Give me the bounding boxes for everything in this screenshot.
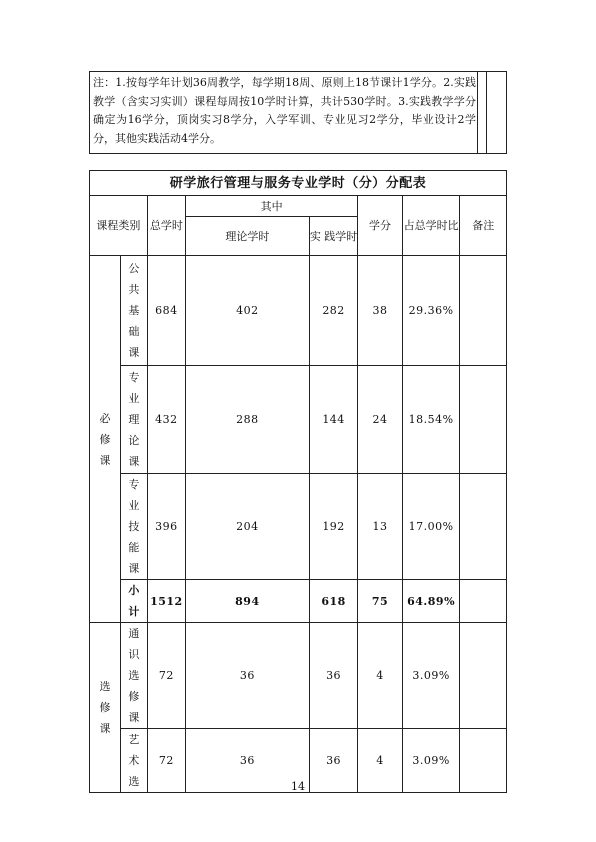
subcategory-label-char: 术: [128, 754, 140, 767]
subcategory-label-char: 通: [128, 627, 140, 640]
subcategory-label: [120, 580, 147, 623]
credits-cell: 38: [358, 256, 402, 366]
remark-cell: [460, 366, 507, 474]
credits-cell: 4: [358, 729, 402, 793]
theory-hours-cell: 402: [185, 256, 309, 366]
table-row: [90, 580, 507, 623]
remark-cell: [460, 474, 507, 580]
subcategory-label-char: 课: [128, 711, 140, 724]
theory-hours-cell: 894: [185, 580, 309, 623]
page-number: 14: [291, 780, 305, 793]
table-row: [90, 623, 507, 729]
total-hours-cell: 396: [147, 474, 185, 580]
practice-hours-cell: 192: [309, 474, 358, 580]
subcategory-label-char: 小: [128, 584, 140, 597]
table-row: [90, 256, 507, 366]
credits-cell: 4: [358, 623, 402, 729]
subcategory-label-char: 论: [128, 434, 140, 447]
subcategory-label-char: 专: [128, 478, 140, 491]
remark-cell: [460, 623, 507, 729]
hours-allocation-table: [89, 170, 507, 793]
subcategory-label: [120, 366, 147, 474]
header-course-type: 课程类别: [90, 196, 148, 256]
group-label-char: 修: [99, 701, 111, 714]
practice-hours-cell: 618: [309, 580, 358, 623]
remark-cell: [460, 256, 507, 366]
header-practice-hours: 实 践学时: [309, 217, 358, 256]
credits-cell: 24: [358, 366, 402, 474]
subcategory-label-char: 专: [128, 371, 140, 384]
total-hours-cell: 432: [147, 366, 185, 474]
subcategory-label-char: 计: [128, 605, 140, 618]
subcategory-label-char: 业: [128, 392, 140, 405]
ratio-cell: 3.09%: [402, 729, 460, 793]
group-label: [90, 256, 121, 623]
total-hours-cell: 72: [147, 729, 185, 793]
remark-cell: [460, 580, 507, 623]
practice-hours-cell: 36: [309, 729, 358, 793]
practice-hours-cell: 36: [309, 623, 358, 729]
header-theory-hours: 理论学时: [185, 217, 309, 256]
subcategory-label: [120, 623, 147, 729]
table-title: 研学旅行管理与服务专业学时（分）分配表: [90, 171, 507, 196]
notes-text: 注：1.按每学年计划36周教学，每学期18周、原则上18节课计1学分。2.实践教学（含实习实训）课程每周按10学时计算，共计530学时。3.实践教学学分确定为16学分，顶岗实习8学分，入学军训、专业见习2学分，毕业设计2学分，其他实践活动4学分。: [93, 76, 476, 145]
table-body: [90, 256, 507, 793]
subcategory-label-char: 选: [128, 669, 140, 682]
subcategory-label-char: 公: [128, 262, 140, 275]
subcategory-label-char: 能: [128, 541, 140, 554]
group-label-char: 选: [99, 680, 111, 693]
header-credits: 学分: [358, 196, 402, 256]
subcategory-label-char: 理: [128, 413, 140, 426]
header-of-which: 其中: [185, 196, 357, 217]
theory-hours-cell: 288: [185, 366, 309, 474]
notes-box: [89, 71, 507, 154]
group-label: [90, 623, 121, 793]
subcategory-label: [120, 474, 147, 580]
total-hours-cell: 72: [147, 623, 185, 729]
subcategory-label-char: 业: [128, 499, 140, 512]
subcategory-label-char: 共: [128, 283, 140, 296]
table-row: [90, 474, 507, 580]
subcategory-label-char: 选: [128, 775, 140, 788]
practice-hours-cell: 282: [309, 256, 358, 366]
subcategory-label-char: 课: [128, 562, 140, 575]
subcategory-label-char: 课: [128, 455, 140, 468]
group-label-char: 修: [99, 432, 111, 446]
header-total-hours: 总学时: [147, 196, 185, 256]
table-row: [90, 366, 507, 474]
practice-hours-cell: 144: [309, 366, 358, 474]
subcategory-label-char: 艺: [128, 733, 140, 746]
subcategory-label-char: 础: [128, 325, 140, 338]
credits-cell: 13: [358, 474, 402, 580]
group-label-char: 课: [99, 453, 111, 467]
theory-hours-cell: 36: [185, 729, 309, 793]
credits-cell: 75: [358, 580, 402, 623]
group-label-char: 课: [99, 722, 111, 735]
header-ratio: 占总学时比: [402, 196, 460, 256]
subcategory-label-char: 修: [128, 690, 140, 703]
subcategory-label: [120, 256, 147, 366]
notes-empty-cell: [486, 71, 507, 154]
notes-cell: [89, 71, 478, 154]
ratio-cell: 17.00%: [402, 474, 460, 580]
subcategory-label-char: 课: [128, 346, 140, 359]
subcategory-label-char: 基: [128, 304, 140, 317]
subcategory-label-char: 识: [128, 648, 140, 661]
subcategory-label-char: 技: [128, 520, 140, 533]
ratio-cell: 18.54%: [402, 366, 460, 474]
group-label-char: 必: [99, 411, 111, 425]
ratio-cell: 64.89%: [402, 580, 460, 623]
total-hours-cell: 1512: [147, 580, 185, 623]
ratio-cell: 3.09%: [402, 623, 460, 729]
theory-hours-cell: 36: [185, 623, 309, 729]
total-hours-cell: 684: [147, 256, 185, 366]
theory-hours-cell: 204: [185, 474, 309, 580]
header-remarks: 备注: [460, 196, 507, 256]
ratio-cell: 29.36%: [402, 256, 460, 366]
